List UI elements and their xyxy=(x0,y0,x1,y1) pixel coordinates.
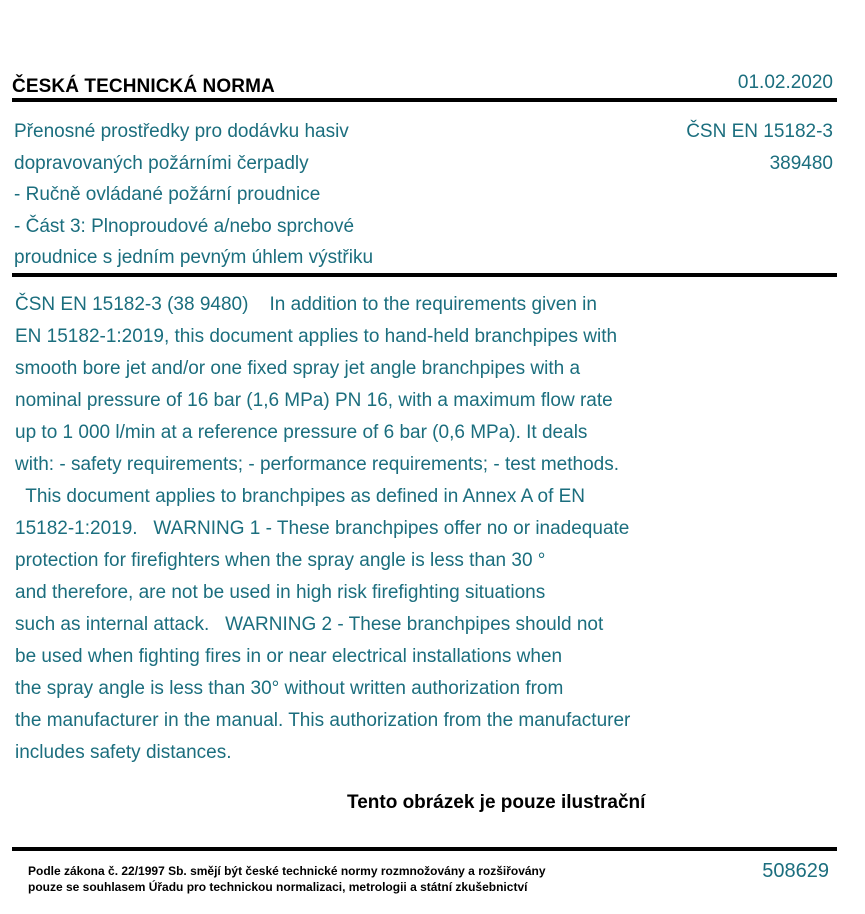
standard-class-number: 389480 xyxy=(769,152,833,174)
standard-title-line: - Ručně ovládané požární proudnice xyxy=(14,184,321,205)
abstract-line: This document applies to branchpipes as defined in Annex A of EN xyxy=(15,486,586,507)
footer-legal-line: Podle zákona č. 22/1997 Sb. smějí být české technické normy rozmnožovány a rozšiřovány xyxy=(28,864,546,878)
abstract-line: smooth bore jet and/or one fixed spray jet angle branchpipes with a xyxy=(15,358,581,379)
abstract-line: 15182-1:2019. WARNING 1 - These branchpipes offer no or inadequate xyxy=(15,518,630,539)
abstract-line: includes safety distances. xyxy=(15,742,232,763)
abstract-text xyxy=(15,289,725,769)
standard-designation: ČSN EN 15182-3 xyxy=(686,121,833,142)
abstract-line: the manufacturer in the manual. This authorization from the manufacturer xyxy=(15,710,631,731)
footer-divider xyxy=(12,847,837,851)
illustration-note: Tento obrázek je pouze ilustrační xyxy=(347,792,646,813)
abstract-line: EN 15182-1:2019, this document applies to hand-held branchpipes with xyxy=(15,326,618,347)
standard-title-line: - Část 3: Plnoproudové a/nebo sprchové xyxy=(14,215,355,237)
abstract-line: protection for firefighters when the spray angle is less than 30 ° xyxy=(15,550,546,571)
footer-legal-line: pouze se souhlasem Úřadu pro technickou normalizaci, metrologii a státní zkušebnictví xyxy=(28,880,528,894)
abstract-line: such as internal attack. WARNING 2 - These branchpipes should not xyxy=(15,614,604,635)
standard-title xyxy=(14,116,373,274)
header-title: ČESKÁ TECHNICKÁ NORMA xyxy=(12,76,275,97)
header-divider xyxy=(12,98,837,102)
abstract-line: be used when fighting fires in or near electrical installations when xyxy=(15,646,563,667)
abstract-line: the spray angle is less than 30° without written authorization from xyxy=(15,678,564,699)
standard-title-line: proudnice s jedním pevným úhlem výstřiku xyxy=(14,247,374,268)
header-date: 01.02.2020 xyxy=(737,72,833,93)
standard-title-line: dopravovaných požárními čerpadly xyxy=(14,152,309,174)
abstract-line: up to 1 000 l/min at a reference pressure of 6 bar (0,6 MPa). It deals xyxy=(15,422,588,443)
abstract-line: nominal pressure of 16 bar (1,6 MPa) PN 16, with a maximum flow rate xyxy=(15,390,613,411)
abstract-line: and therefore, are not be used in high risk firefighting situations xyxy=(15,582,546,603)
standard-identifiers xyxy=(686,116,833,179)
footer-document-number: 508629 xyxy=(762,860,829,882)
title-divider xyxy=(12,273,837,277)
abstract-line: with: - safety requirements; - performance requirements; - test methods. xyxy=(15,454,620,475)
footer-legal-notice xyxy=(28,863,546,895)
abstract-line: ČSN EN 15182-3 (38 9480) In addition to the requirements given in xyxy=(15,294,597,315)
standard-title-line: Přenosné prostředky pro dodávku hasiv xyxy=(14,121,349,142)
